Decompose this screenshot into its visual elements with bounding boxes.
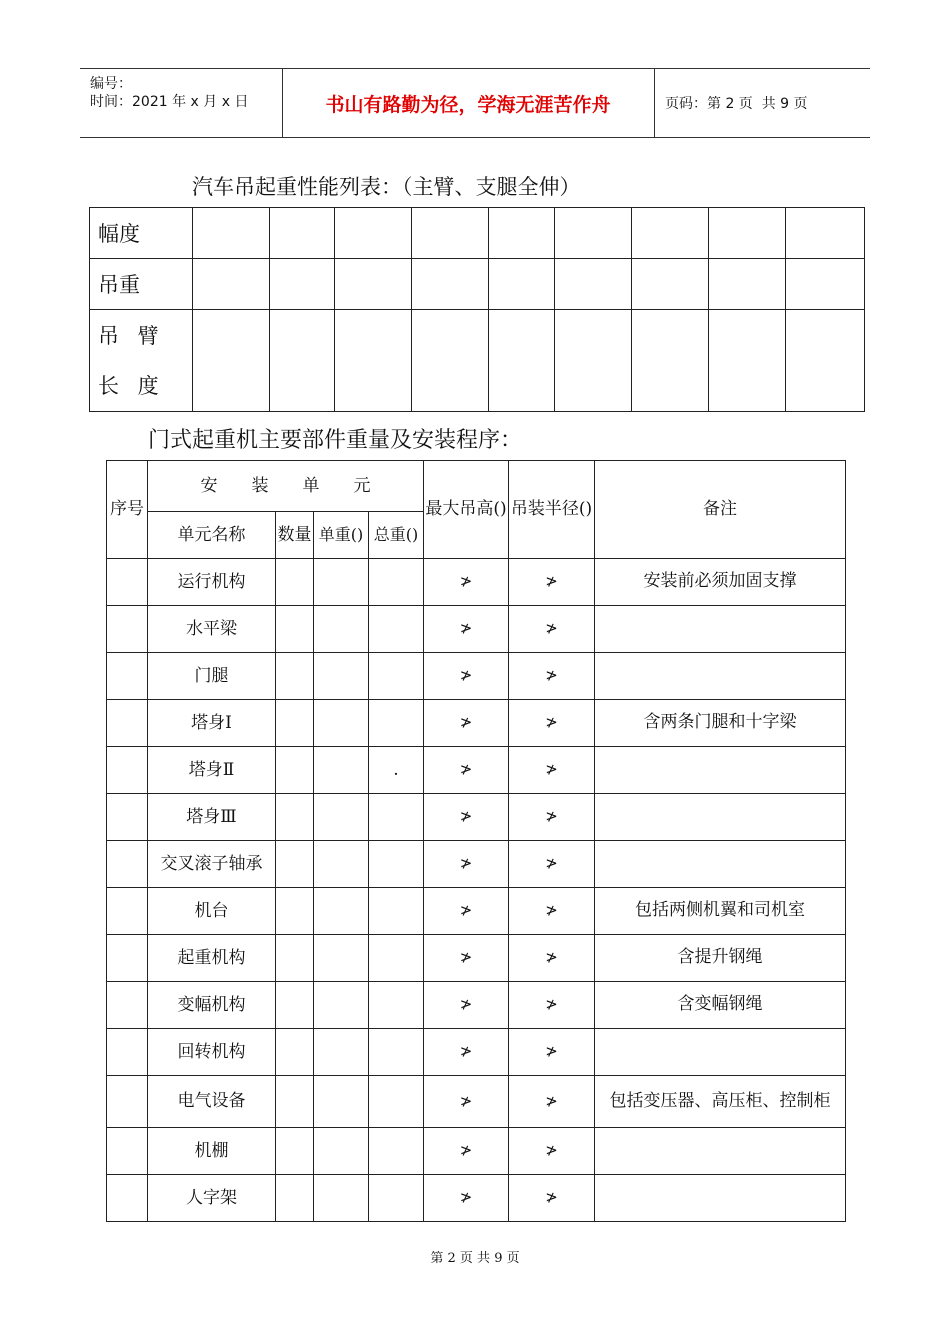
qty-cell: [276, 1128, 314, 1175]
total-weight-cell: [369, 559, 424, 606]
seq-cell: [107, 653, 148, 700]
remark-cell: [595, 747, 846, 794]
unit-name-cell: 机棚: [148, 1128, 276, 1175]
unit-weight-cell: [314, 1029, 369, 1076]
total-weight-cell: [369, 982, 424, 1029]
col-header-unit: 安 装 单 元: [148, 461, 424, 512]
table-row: [90, 259, 865, 310]
max-height-cell: ≯: [424, 794, 509, 841]
remark-cell: [595, 1128, 846, 1175]
max-height-cell: ≯: [424, 935, 509, 982]
crane-performance-title: 汽车吊起重性能列表：（主臂、支腿全伸）: [192, 175, 581, 199]
radius-cell: ≯: [509, 653, 595, 700]
gantry-crane-title: 门式起重机主要部件重量及安装程序：: [148, 428, 523, 453]
remark-cell: [595, 1175, 846, 1222]
unit-weight-cell: [314, 794, 369, 841]
unit-weight-cell: [314, 559, 369, 606]
radius-cell: ≯: [509, 888, 595, 935]
seq-cell: [107, 700, 148, 747]
max-height-cell: ≯: [424, 559, 509, 606]
seq-cell: [107, 935, 148, 982]
qty-cell: [276, 935, 314, 982]
seq-cell: [107, 794, 148, 841]
radius-cell: ≯: [509, 1029, 595, 1076]
unit-weight-cell: [314, 1076, 369, 1128]
remark-cell: 安装前必须加固支撑: [595, 559, 846, 606]
qty-cell: [276, 559, 314, 606]
remark-cell: [595, 653, 846, 700]
radius-cell: ≯: [509, 841, 595, 888]
radius-cell: ≯: [509, 606, 595, 653]
page-footer: 第 2 页 共 9 页: [430, 1251, 520, 1266]
row-label-boom-length: 吊 臂 长 度: [90, 310, 193, 412]
max-height-cell: ≯: [424, 606, 509, 653]
table-row: [107, 747, 846, 794]
radius-cell: ≯: [509, 700, 595, 747]
radius-cell: ≯: [509, 935, 595, 982]
crane-performance-table: [89, 207, 865, 412]
max-height-cell: ≯: [424, 747, 509, 794]
seq-cell: [107, 1076, 148, 1128]
table-row: [107, 1076, 846, 1128]
unit-name-cell: 起重机构: [148, 935, 276, 982]
col-header-unit-weight: 单重(): [314, 512, 369, 559]
table-row: [107, 1175, 846, 1222]
remark-cell: [595, 1029, 846, 1076]
table-row: [107, 606, 846, 653]
table-row: [107, 935, 846, 982]
radius-cell: ≯: [509, 747, 595, 794]
remark-cell: [595, 606, 846, 653]
time-label: 时间：2021 年 x 月 x 日: [90, 94, 249, 110]
unit-name-cell: 回转机构: [148, 1029, 276, 1076]
total-weight-cell: [369, 1029, 424, 1076]
total-weight-cell: [369, 1076, 424, 1128]
total-weight-cell: [369, 1128, 424, 1175]
radius-cell: ≯: [509, 1128, 595, 1175]
total-weight-cell: .: [369, 747, 424, 794]
total-weight-cell: [369, 841, 424, 888]
radius-cell: ≯: [509, 794, 595, 841]
radius-cell: ≯: [509, 982, 595, 1029]
total-weight-cell: [369, 794, 424, 841]
remark-cell: 含提升钢绳: [595, 935, 846, 982]
table-row: [107, 1128, 846, 1175]
header-meta: [80, 69, 283, 137]
qty-cell: [276, 794, 314, 841]
col-header-seq: 序号: [107, 461, 148, 559]
total-weight-cell: [369, 1175, 424, 1222]
qty-cell: [276, 1175, 314, 1222]
total-weight-cell: [369, 653, 424, 700]
total-weight-cell: [369, 888, 424, 935]
unit-name-cell: 电气设备: [148, 1076, 276, 1128]
header-motto: 书山有路勤为径，学海无涯苦作舟: [282, 69, 655, 137]
remark-cell: 含变幅钢绳: [595, 982, 846, 1029]
unit-name-cell: 交叉滚子轴承: [148, 841, 276, 888]
unit-weight-cell: [314, 841, 369, 888]
total-weight-cell: [369, 606, 424, 653]
page-info-text: 页码：第 2 页 共 9 页: [665, 96, 808, 112]
radius-cell: ≯: [509, 1076, 595, 1128]
unit-name-cell: 塔身Ⅱ: [148, 747, 276, 794]
row-label-amplitude: 幅度: [90, 208, 193, 259]
remark-cell: 包括变压器、高压柜、控制柜: [595, 1076, 846, 1128]
unit-weight-cell: [314, 653, 369, 700]
unit-name-cell: 人字架: [148, 1175, 276, 1222]
qty-cell: [276, 888, 314, 935]
gantry-crane-table: [106, 460, 846, 1222]
seq-cell: [107, 1128, 148, 1175]
unit-weight-cell: [314, 888, 369, 935]
table-row: [107, 841, 846, 888]
qty-cell: [276, 841, 314, 888]
col-header-radius: 吊装半径(): [509, 461, 595, 559]
unit-weight-cell: [314, 606, 369, 653]
total-weight-cell: [369, 700, 424, 747]
unit-weight-cell: [314, 747, 369, 794]
unit-weight-cell: [314, 700, 369, 747]
table-row: [107, 700, 846, 747]
qty-cell: [276, 606, 314, 653]
seq-cell: [107, 559, 148, 606]
qty-cell: [276, 747, 314, 794]
table-row: [107, 982, 846, 1029]
header-page-info: [655, 69, 880, 137]
header-row: [107, 461, 846, 512]
unit-weight-cell: [314, 1175, 369, 1222]
qty-cell: [276, 700, 314, 747]
max-height-cell: ≯: [424, 982, 509, 1029]
table-row: [107, 888, 846, 935]
seq-cell: [107, 1029, 148, 1076]
radius-cell: ≯: [509, 559, 595, 606]
seq-cell: [107, 982, 148, 1029]
table-row: [107, 1029, 846, 1076]
unit-name-cell: 门腿: [148, 653, 276, 700]
max-height-cell: ≯: [424, 1175, 509, 1222]
col-header-max-height: 最大吊高(): [424, 461, 509, 559]
table-row: [90, 310, 865, 412]
max-height-cell: ≯: [424, 841, 509, 888]
table-row: [107, 653, 846, 700]
seq-cell: [107, 1175, 148, 1222]
code-label: 编号：: [90, 76, 132, 92]
remark-cell: [595, 794, 846, 841]
col-header-unit-name: 单元名称: [148, 512, 276, 559]
remark-cell: 包括两侧机翼和司机室: [595, 888, 846, 935]
unit-weight-cell: [314, 1128, 369, 1175]
unit-name-cell: 机台: [148, 888, 276, 935]
unit-name-cell: 变幅机构: [148, 982, 276, 1029]
qty-cell: [276, 1076, 314, 1128]
seq-cell: [107, 888, 148, 935]
max-height-cell: ≯: [424, 888, 509, 935]
max-height-cell: ≯: [424, 1029, 509, 1076]
max-height-cell: ≯: [424, 1128, 509, 1175]
col-header-qty: 数量: [276, 512, 314, 559]
col-header-remark: 备注: [595, 461, 846, 559]
qty-cell: [276, 982, 314, 1029]
table-row: [107, 794, 846, 841]
remark-cell: 含两条门腿和十字梁: [595, 700, 846, 747]
radius-cell: ≯: [509, 1175, 595, 1222]
page-header: [80, 68, 870, 138]
table-row: [90, 208, 865, 259]
total-weight-cell: [369, 935, 424, 982]
col-header-total-weight: 总重(): [369, 512, 424, 559]
seq-cell: [107, 747, 148, 794]
max-height-cell: ≯: [424, 700, 509, 747]
unit-name-cell: 水平梁: [148, 606, 276, 653]
qty-cell: [276, 653, 314, 700]
row-label-load: 吊重: [90, 259, 193, 310]
unit-name-cell: 塔身Ⅰ: [148, 700, 276, 747]
seq-cell: [107, 606, 148, 653]
qty-cell: [276, 1029, 314, 1076]
unit-name-cell: 运行机构: [148, 559, 276, 606]
unit-name-cell: 塔身Ⅲ: [148, 794, 276, 841]
remark-cell: [595, 841, 846, 888]
max-height-cell: ≯: [424, 653, 509, 700]
unit-weight-cell: [314, 982, 369, 1029]
unit-weight-cell: [314, 935, 369, 982]
max-height-cell: ≯: [424, 1076, 509, 1128]
table-row: [107, 559, 846, 606]
seq-cell: [107, 841, 148, 888]
